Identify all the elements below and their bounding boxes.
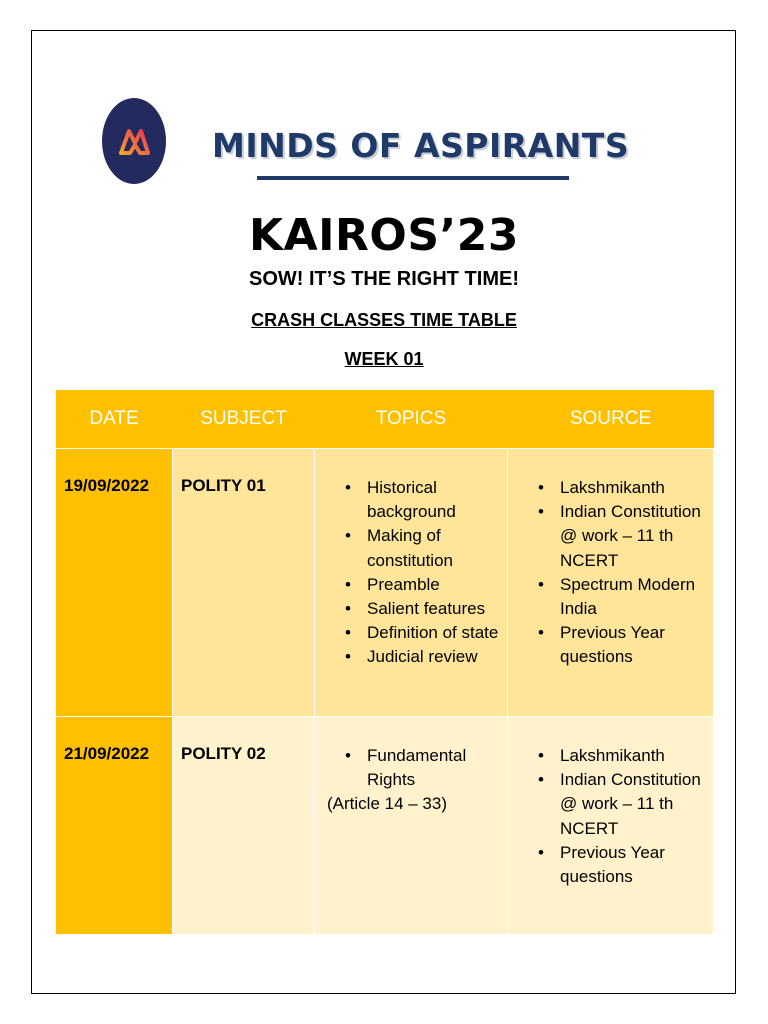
brand-logo: [102, 98, 166, 184]
source-item: • Spectrum Modern India: [560, 573, 705, 621]
source-cell: [508, 449, 714, 717]
topic-item: • Historical background: [367, 476, 499, 524]
table-row: [56, 449, 714, 717]
week-heading: WEEK 01: [344, 349, 424, 369]
topic-note: (Article 14 – 33): [327, 794, 447, 814]
column-header-date: DATE: [56, 390, 173, 449]
topic-item: • Salient features: [367, 597, 499, 621]
source-item: • Lakshmikanth: [560, 476, 705, 500]
topics-cell: [315, 717, 508, 935]
sources-list: [516, 476, 705, 670]
table-row: [56, 717, 714, 935]
topic-item: • Making of constitution: [367, 524, 499, 572]
source-item: • Lakshmikanth: [560, 744, 705, 768]
source-cell: [508, 717, 714, 935]
topic-item: • Fundamental Rights: [367, 744, 499, 792]
column-header-topics: TOPICS: [315, 390, 508, 449]
topics-cell: [315, 449, 508, 717]
subject-cell: POLITY 02: [173, 717, 315, 935]
source-item: • Indian Constitution @ work – 11 th NCERT: [560, 500, 705, 573]
tagline: SOW! IT’S THE RIGHT TIME!: [249, 268, 519, 290]
source-item: • Indian Constitution @ work – 11 th NCERT: [560, 768, 705, 841]
date-cell: 21/09/2022: [56, 717, 173, 935]
subject-cell: POLITY 01: [173, 449, 315, 717]
topic-item: • Definition of state: [367, 621, 499, 645]
timetable: [55, 390, 714, 935]
source-item: • Previous Year questions: [560, 841, 705, 889]
date-cell: 19/09/2022: [56, 449, 173, 717]
column-header-source: SOURCE: [508, 390, 714, 449]
source-item: • Previous Year questions: [560, 621, 705, 669]
table-header-row: [56, 390, 714, 449]
column-header-subject: SUBJECT: [173, 390, 315, 449]
topics-list: [323, 476, 499, 670]
brand-name: MINDS OF ASPIRANTS: [212, 126, 630, 165]
brand-underline: [257, 176, 569, 180]
topic-item: • Judicial review: [367, 645, 499, 669]
topics-list: [323, 744, 499, 792]
sources-list: [516, 744, 705, 889]
page-title: KAIROS’23: [249, 210, 519, 261]
timetable-heading: CRASH CLASSES TIME TABLE: [251, 310, 517, 330]
topic-item: • Preamble: [367, 573, 499, 597]
